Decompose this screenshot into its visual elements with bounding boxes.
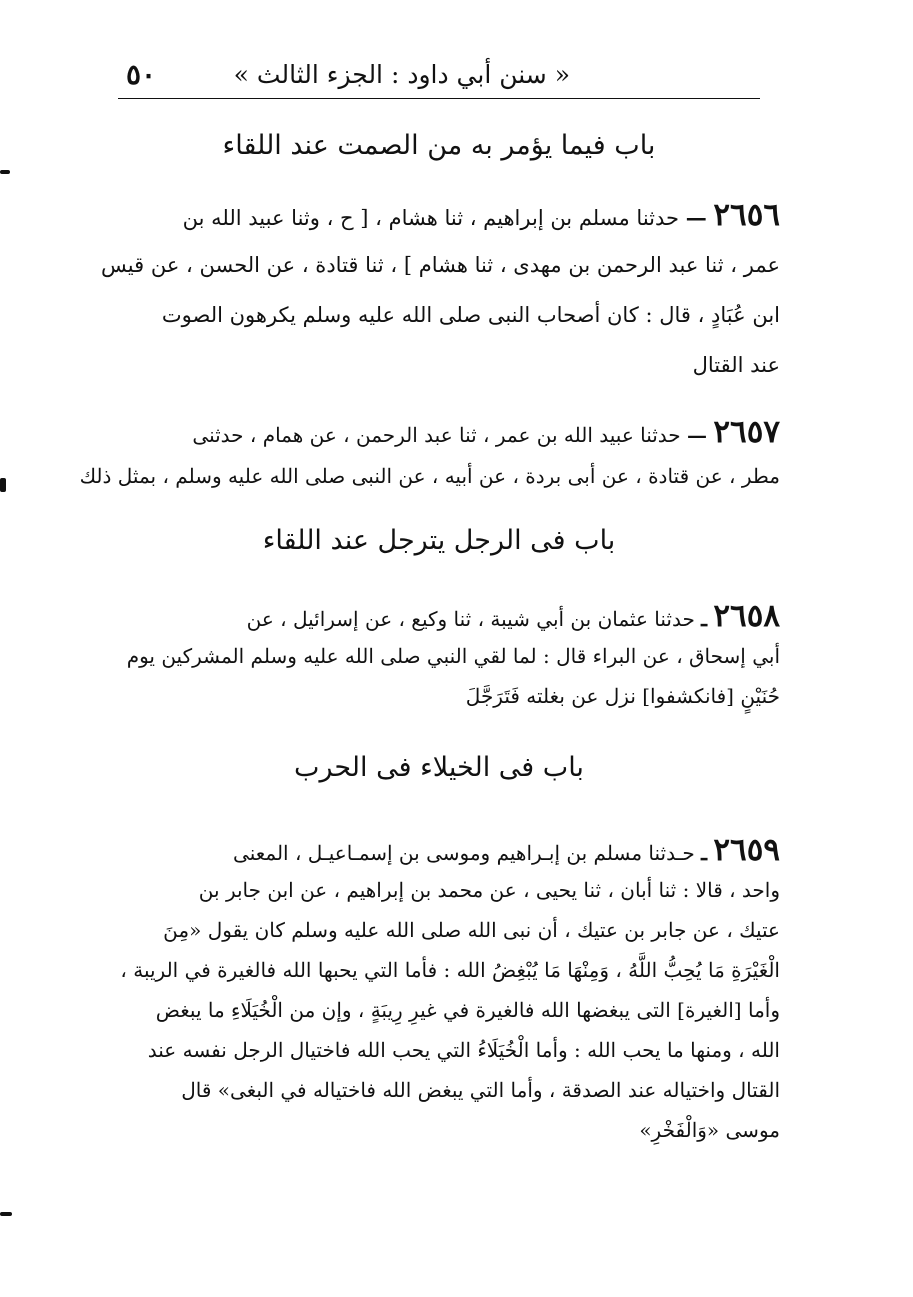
hadith-line: وأما [الغيرة] التى يبغضها الله فالغيرة في غيرِ رِيبَةٍ ، وإن من الْخُيَلَاءِ ما يبغض [155, 998, 780, 1022]
hadith-line: حُنَيْنٍ [فانكشفوا] نزل عن بغلته فَتَرَجَّلَ [465, 684, 780, 708]
hadith-line [115, 830, 780, 870]
scan-edge-mark [0, 1212, 12, 1216]
hadith-line: القتال واختياله عند الصدقة ، وأما التي يبغض الله فاختياله في البغى» قال [181, 1078, 780, 1102]
hadith-text: حدثنا عثمان بن أبي شيبة ، ثنا وكيع ، عن إسرائيل ، عن [246, 607, 695, 631]
hadith-dash: ـ [701, 841, 708, 865]
hadith-line [115, 410, 780, 454]
scan-edge-mark [0, 478, 6, 492]
hadith-number: ٢٦٥٦ [713, 197, 780, 233]
chapter-title: باب فيما يؤمر به من الصمت عند اللقاء [222, 130, 656, 161]
hadith-2656 [101, 190, 780, 390]
hadith-line: عند القتال [692, 353, 780, 377]
hadith-text: حـدثنا مسلم بن إبـراهيم وموسى بن إسمـاعيـل ، المعنى [233, 841, 695, 865]
hadith-2658 [115, 596, 780, 716]
chapter-title: باب فى الخيلاء فى الحرب [294, 752, 584, 783]
hadith-line: عتيك ، عن جابر بن عتيك ، أن نبى الله صلى الله عليه وسلم كان يقول «مِنَ [163, 918, 780, 942]
hadith-line: أبي إسحاق ، عن البراء قال : لما لقي النبي صلى الله عليه وسلم المشركين يوم [126, 644, 780, 668]
running-title: « سنن أبي داود : الجزء الثالث » [233, 60, 570, 89]
hadith-text: حدثنا مسلم بن إبراهيم ، ثنا هشام ، [ ح ، وثنا عبيد الله بن [182, 206, 680, 230]
page-number: ٥٠ [126, 58, 157, 91]
hadith-line: مطر ، عن قتادة ، عن أبى بردة ، عن أبيه ، عن النبى صلى الله عليه وسلم ، بمثل ذلك [79, 464, 780, 488]
hadith-number: ٢٦٥٧ [713, 414, 780, 450]
hadith-line: ابن عُبَادٍ ، قال : كان أصحاب النبى صلى الله عليه وسلم يكرهون الصوت [161, 303, 780, 327]
hadith-line: عمر ، ثنا عبد الرحمن بن مهدى ، ثنا هشام ] ، ثنا قتادة ، عن الحسن ، عن قيس [101, 253, 780, 277]
hadith-line [115, 596, 780, 636]
hadith-number: ٢٦٥٩ [713, 832, 780, 868]
hadith-line: الْغَيْرَةِ مَا يُحِبُّ اللَّهُ ، وَمِنْهَا مَا يُبْغِضُ الله : فأما التي يحبها الله فالغيرة في الريبة ، [120, 958, 780, 982]
hadith-2657 [79, 410, 780, 498]
chapter-title: باب فى الرجل يترجل عند اللقاء [262, 525, 616, 556]
hadith-dash: ـ [701, 607, 708, 631]
hadith-number: ٢٦٥٨ [713, 598, 780, 634]
page-header [118, 52, 760, 99]
scan-edge-mark [0, 170, 10, 174]
hadith-line: واحد ، قالا : ثنا أبان ، ثنا يحيى ، عن محمد بن إبراهيم ، عن ابن جابر بن [198, 878, 780, 902]
hadith-dash: — [685, 205, 707, 230]
hadith-line: الله ، ومنها ما يحب الله : وأما الْخُيَلَاءُ التي يحب الله فاختيال الرجل نفسه عند [147, 1038, 780, 1062]
hadith-line [115, 190, 780, 240]
hadith-dash: — [687, 423, 708, 447]
hadith-line: موسى «وَالْفَخْرِ» [639, 1118, 780, 1142]
hadith-text: حدثنا عبيد الله بن عمر ، ثنا عبد الرحمن ، عن همام ، حدثنى [192, 423, 681, 447]
hadith-2659 [115, 830, 780, 1150]
